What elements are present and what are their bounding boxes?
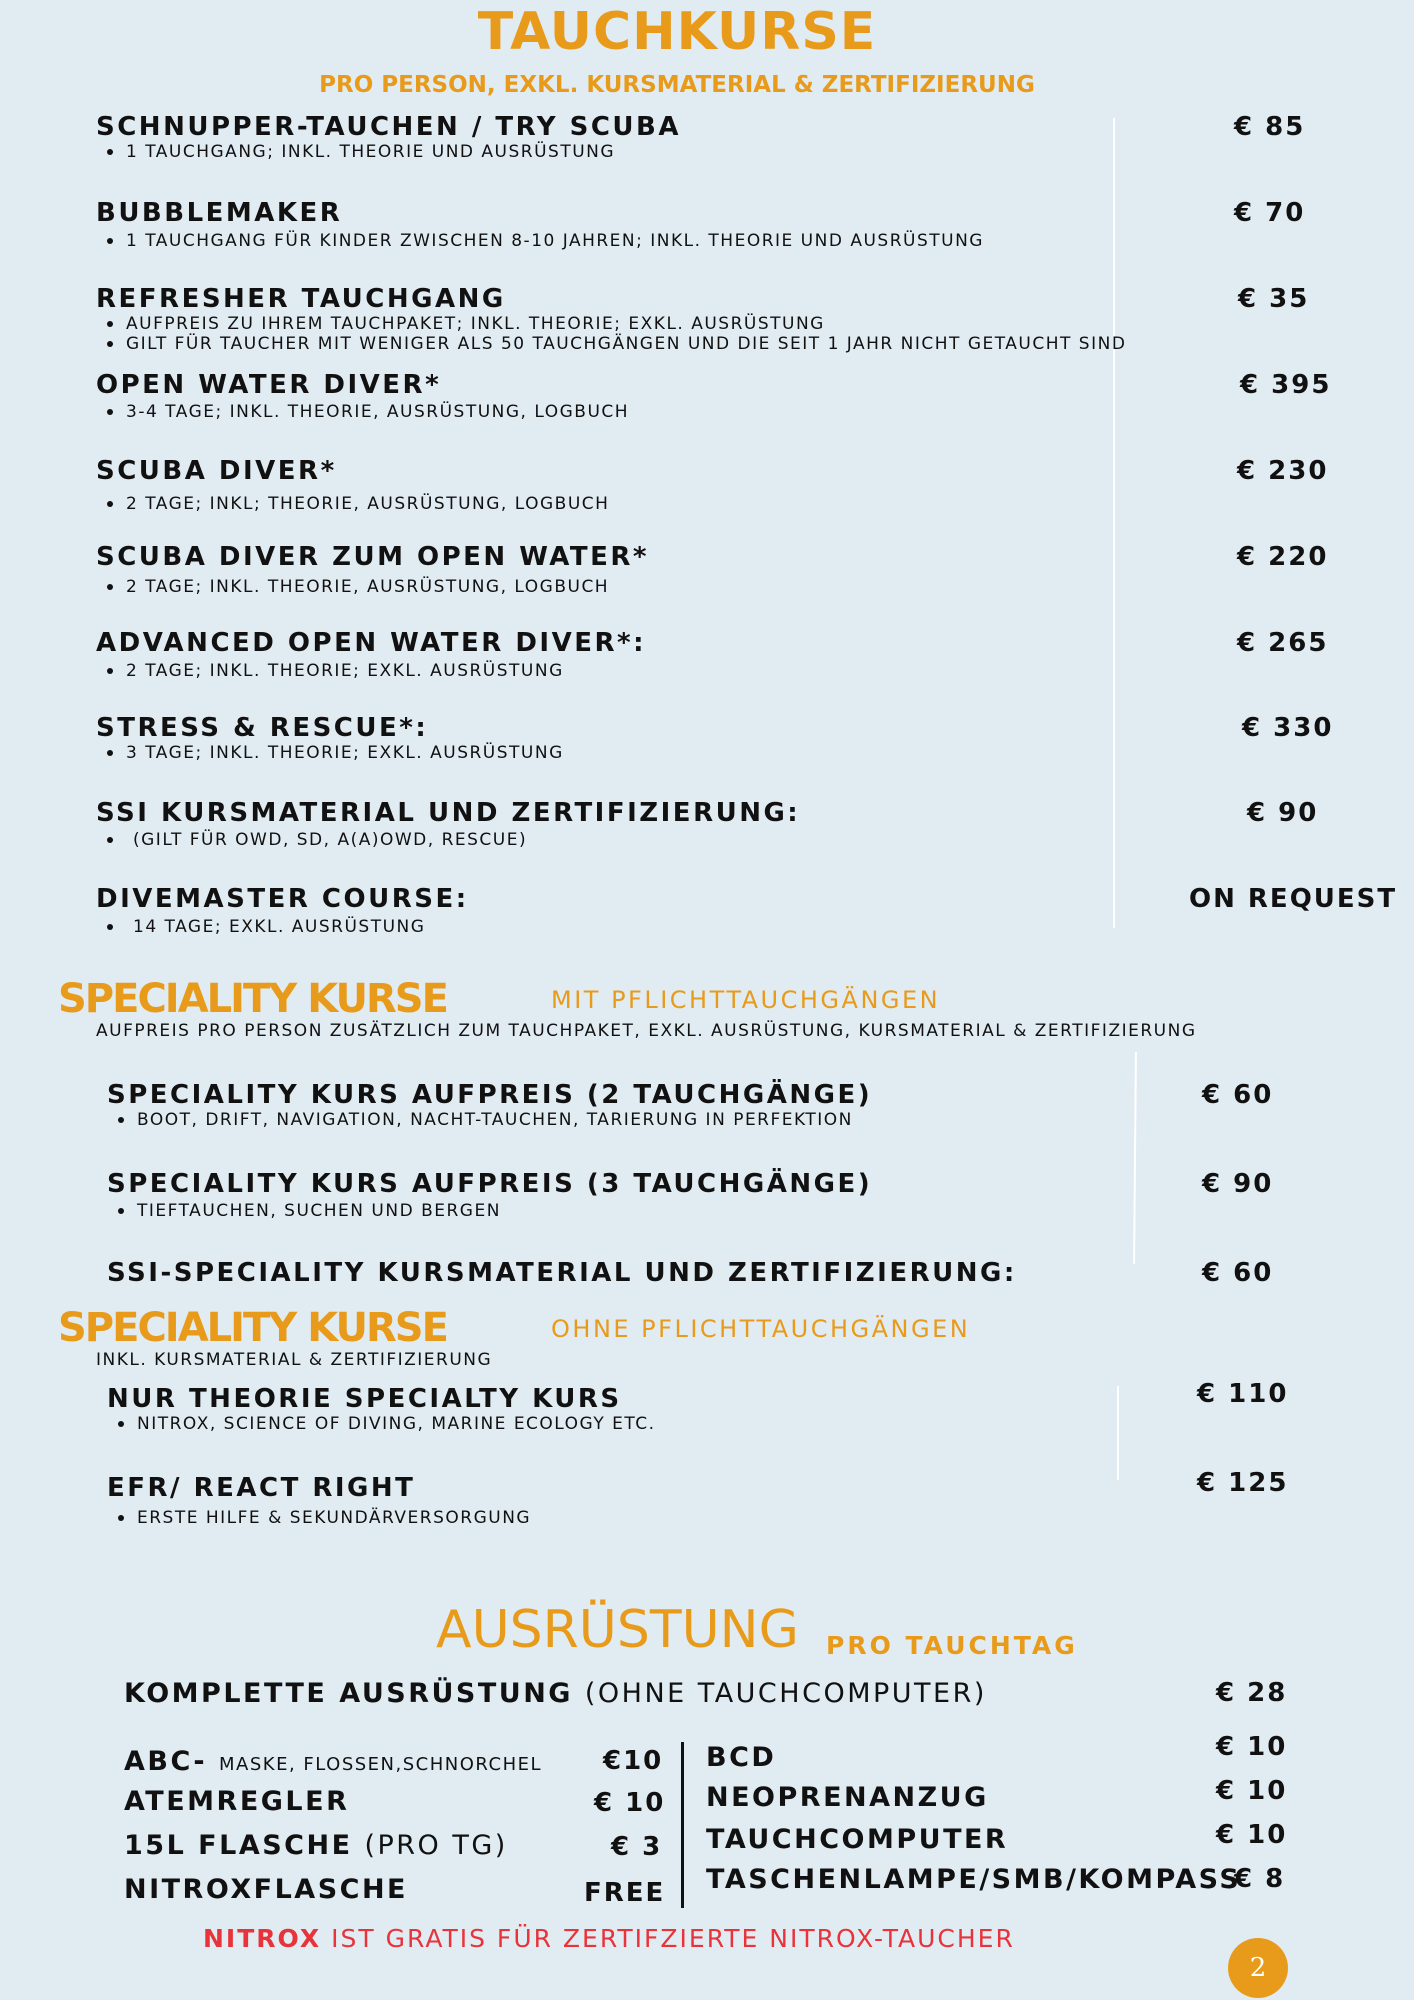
course-name: DIVEMASTER COURSE: — [96, 884, 469, 914]
equipment-label: BCD — [706, 1742, 777, 1773]
speciality-note: INKL. KURSMATERIAL & ZERTIFIZIERUNG — [96, 1350, 493, 1370]
speciality-subheading: MIT PFLICHTTAUCHGÄNGEN — [551, 986, 941, 1014]
speciality-note: AUFPREIS PRO PERSON ZUSÄTZLICH ZUM TAUCHPAKET, EXKL. AUSRÜSTUNG, KURSMATERIAL & ZERTIFIZIERUNG — [96, 1021, 1197, 1041]
full-equipment-label — [124, 1678, 987, 1709]
column-divider — [1113, 118, 1115, 928]
course-detail: (GILT FÜR OWD, SD, A(A)OWD, RESCUE) — [96, 830, 800, 850]
equipment-subheading: PRO TAUCHTAG — [826, 1631, 1078, 1660]
course-detail: GILT FÜR TAUCHER MIT WENIGER ALS 50 TAUCHGÄNGEN UND DIE SEIT 1 JAHR NICHT GETAUCHT SIND — [96, 334, 1126, 354]
equipment-detail: MASKE, FLOSSEN,SCHNORCHEL — [219, 1754, 543, 1775]
full-equipment-bold: KOMPLETTE AUSRÜSTUNG — [124, 1678, 573, 1709]
speciality-name: EFR/ REACT RIGHT — [107, 1473, 416, 1503]
course-name: STRESS & RESCUE*: — [96, 713, 429, 743]
equipment-item — [124, 1746, 542, 1777]
speciality-detail: NITROX, SCIENCE OF DIVING, MARINE ECOLOGY ETC. — [107, 1414, 656, 1434]
page-number-badge: 2 — [1228, 1938, 1288, 1998]
speciality-price: € 125 — [1197, 1468, 1289, 1498]
equipment-item — [124, 1830, 508, 1861]
equipment-price: € 3 — [611, 1832, 663, 1862]
course-detail: 3-4 TAGE; INKL. THEORIE, AUSRÜSTUNG, LOGBUCH — [96, 402, 629, 422]
speciality-name: SSI-SPECIALITY KURSMATERIAL UND ZERTIFIZIERUNG: — [107, 1258, 1017, 1288]
speciality-name: SPECIALITY KURS AUFPREIS (2 TAUCHGÄNGE) — [107, 1080, 873, 1110]
course-price: € 35 — [1238, 284, 1310, 314]
equipment-price: € 10 — [1216, 1820, 1288, 1850]
equipment-label: TAUCHCOMPUTER — [706, 1824, 1009, 1855]
course-name: BUBBLEMAKER — [96, 198, 343, 228]
speciality-subheading: OHNE PFLICHTTAUCHGÄNGEN — [551, 1315, 971, 1343]
course-name: OPEN WATER DIVER* — [96, 370, 442, 400]
course-price: € 220 — [1237, 542, 1329, 572]
equipment-price: € 10 — [1216, 1732, 1288, 1762]
course-price: € 70 — [1234, 198, 1306, 228]
equipment-divider — [681, 1742, 684, 1908]
speciality-name: NUR THEORIE SPECIALTY KURS — [107, 1384, 622, 1414]
full-equipment-price: € 28 — [1216, 1678, 1288, 1708]
course-name: REFRESHER TAUCHGANG — [96, 284, 506, 314]
course-detail: 2 TAGE; INKL; THEORIE, AUSRÜSTUNG, LOGBUCH — [96, 494, 609, 514]
speciality-price: € 110 — [1197, 1379, 1289, 1409]
course-detail: 3 TAGE; INKL. THEORIE; EXKL. AUSRÜSTUNG — [96, 743, 564, 763]
course-name: SCUBA DIVER* — [96, 456, 337, 486]
course-detail: AUFPREIS ZU IHREM TAUCHPAKET; INKL. THEORIE; EXKL. AUSRÜSTUNG — [96, 314, 1126, 334]
equipment-label: NEOPRENANZUG — [706, 1782, 989, 1813]
equipment-detail: (PRO TG) — [364, 1830, 508, 1861]
speciality-heading: SPECIALITY KURSE — [58, 1305, 447, 1351]
equipment-price: € 10 — [594, 1788, 666, 1818]
course-price: € 90 — [1247, 798, 1319, 828]
equipment-price: € 10 — [1216, 1776, 1288, 1806]
course-item — [96, 370, 629, 422]
equipment-price: FREE — [584, 1878, 666, 1908]
equipment-price: € 8 — [1234, 1864, 1286, 1894]
speciality-heading: SPECIALITY KURSE — [58, 976, 447, 1022]
course-item — [96, 884, 469, 937]
course-price: € 265 — [1237, 628, 1329, 658]
page-title: TAUCHKURSE — [477, 2, 877, 62]
course-detail: 1 TAUCHGANG FÜR KINDER ZWISCHEN 8-10 JAHREN; INKL. THEORIE UND AUSRÜSTUNG — [96, 231, 984, 251]
equipment-price: €10 — [603, 1746, 664, 1776]
course-item — [96, 628, 646, 681]
equipment-label: TASCHENLAMPE/SMB/KOMPASS — [706, 1864, 1242, 1895]
speciality-price: € 60 — [1202, 1080, 1274, 1110]
page-subtitle: PRO PERSON, EXKL. KURSMATERIAL & ZERTIFIZIERUNG — [319, 72, 1035, 98]
equipment-heading: AUSRÜSTUNG — [436, 1600, 799, 1660]
course-item — [96, 112, 681, 162]
speciality-item — [107, 1384, 656, 1434]
full-equipment-note: (OHNE TAUCHCOMPUTER) — [584, 1678, 987, 1709]
course-detail: 14 TAGE; EXKL. AUSRÜSTUNG — [96, 917, 469, 937]
speciality-item — [107, 1473, 531, 1528]
speciality-name: SPECIALITY KURS AUFPREIS (3 TAUCHGÄNGE) — [107, 1169, 873, 1199]
course-detail: 1 TAUCHGANG; INKL. THEORIE UND AUSRÜSTUNG — [96, 142, 681, 162]
equipment-label: 15L FLASCHE — [124, 1830, 353, 1861]
course-detail: 2 TAGE; INKL. THEORIE; EXKL. AUSRÜSTUNG — [96, 661, 646, 681]
speciality-price: € 60 — [1202, 1258, 1274, 1288]
column-divider — [1133, 1052, 1137, 1264]
column-divider — [1117, 1386, 1119, 1480]
course-name: ADVANCED OPEN WATER DIVER*: — [96, 628, 646, 658]
equipment-label: ATEMREGLER — [124, 1786, 350, 1817]
speciality-detail: BOOT, DRIFT, NAVIGATION, NACHT-TAUCHEN, TARIERUNG IN PERFEKTION — [107, 1110, 872, 1130]
course-detail: 2 TAGE; INKL. THEORIE, AUSRÜSTUNG, LOGBUCH — [96, 577, 649, 597]
nitrox-note-bold: NITROX — [203, 1924, 322, 1953]
nitrox-note-text: IST GRATIS FÜR ZERTIFZIERTE NITROX-TAUCHER — [331, 1924, 1015, 1953]
course-item — [96, 713, 564, 763]
course-name: SCHNUPPER-TAUCHEN / TRY SCUBA — [96, 112, 681, 142]
course-price: € 330 — [1242, 713, 1334, 743]
course-item — [96, 198, 984, 251]
speciality-detail: TIEFTAUCHEN, SUCHEN UND BERGEN — [107, 1201, 872, 1221]
course-item — [96, 284, 1126, 354]
course-item — [96, 798, 800, 850]
speciality-price: € 90 — [1202, 1169, 1274, 1199]
course-price: € 230 — [1237, 456, 1329, 486]
course-name: SCUBA DIVER ZUM OPEN WATER* — [96, 542, 649, 572]
speciality-item — [107, 1080, 872, 1130]
speciality-item — [107, 1169, 872, 1221]
course-name: SSI KURSMATERIAL UND ZERTIFIZIERUNG: — [96, 798, 801, 828]
equipment-label: ABC- — [124, 1746, 208, 1777]
course-price: ON REQUEST — [1189, 884, 1398, 914]
course-item — [96, 456, 609, 514]
equipment-label: NITROXFLASCHE — [124, 1874, 409, 1905]
speciality-detail: ERSTE HILFE & SEKUNDÄRVERSORGUNG — [107, 1508, 531, 1528]
course-price: € 85 — [1234, 112, 1306, 142]
nitrox-note — [203, 1924, 1015, 1953]
course-item — [96, 542, 649, 597]
course-price: € 395 — [1240, 370, 1332, 400]
